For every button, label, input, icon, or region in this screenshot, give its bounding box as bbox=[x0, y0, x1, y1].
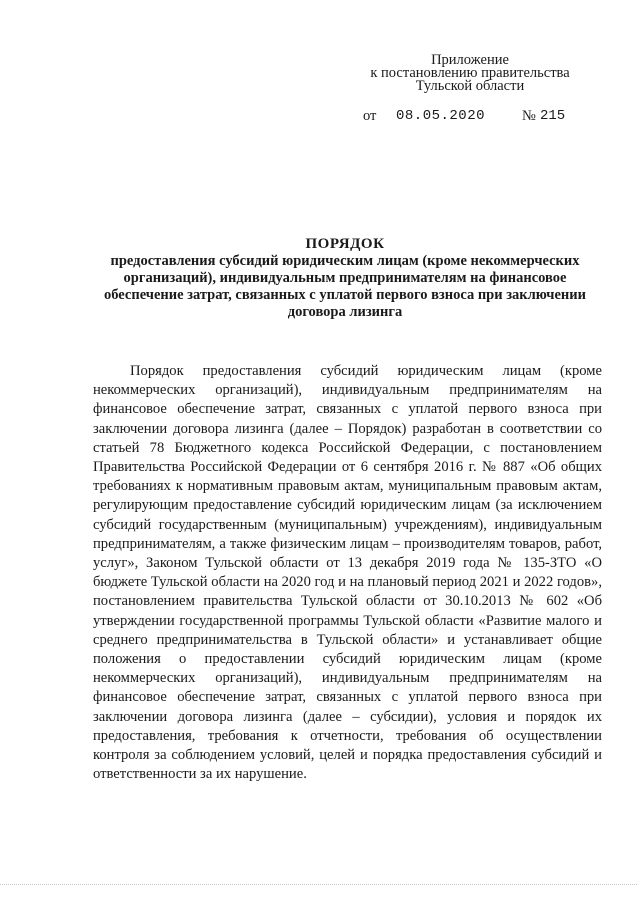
decree-date-number bbox=[0, 108, 637, 128]
decree-date: 08.05.2020 bbox=[396, 108, 486, 124]
body-paragraph: Порядок предоставления субсидий юридическим лицам (кроме некоммерческих организаций), индивидуальным предпринимателям на финансовое обеспечение затрат, связанных с уплатой первого взноса при заключении договора лизинга (далее – Порядок) разработан в соответствии со статьей 78 Бюджетного кодекса Российской Федерации, с постановлением Правительства Российской Федерации от 6 сентября 2016 г. № 887 «Об общих требованиях к нормативным правовым актам, муниципальным правовым актам, регулирующим предоставление субсидий юридическим лицам (за исключением субсидий государственным (муниципальным) учреждениям), индивидуальным предпринимателям, а также физическим лицам – производителям товаров, работ, услуг», Законом Тульской области от 13 декабря 2019 года № 135-ЗТО «О бюджете Тульской области на 2020 год и на плановый период 2021 и 2022 годов», постановлением правительства Тульской области от 30.10.2013 № 602 «Об утверждении государственной программы Тульской области «Развитие малого и среднего предпринимательства в Тульской области» и устанавливает общие положения о предоставлении субсидий юридическим лицам (кроме некоммерческих организаций), индивидуальным предпринимателям на финансовое обеспечение затрат, связанных с уплатой первого взноса при заключении договора лизинга (далее – субсидии), условия и порядок их предоставления, требования к отчетности, требования об осуществлении контроля за соблюдением условий, целей и порядка предоставления субсидий и ответственности за их нарушение. bbox=[93, 363, 602, 783]
appendix-block bbox=[350, 54, 590, 93]
document-title: ПОРЯДОК bbox=[305, 236, 385, 252]
decree-number-sign: № bbox=[522, 108, 536, 124]
document-subtitle: предоставления субсидий юридическим лицам (кроме некоммерческих организаций), индивидуальным предпринимателям на финансовое обеспечение затрат, связанных с уплатой первого взноса при заключении договора лизинга bbox=[104, 253, 586, 320]
page-divider bbox=[0, 884, 637, 885]
decree-number: 215 bbox=[540, 108, 566, 124]
appendix-region: Тульской области bbox=[415, 78, 525, 94]
appendix-decree-reference: к постановлению правительства bbox=[370, 65, 570, 81]
appendix-label: Приложение bbox=[431, 52, 509, 68]
document-heading bbox=[95, 236, 595, 321]
decree-from-label: от bbox=[363, 108, 377, 124]
